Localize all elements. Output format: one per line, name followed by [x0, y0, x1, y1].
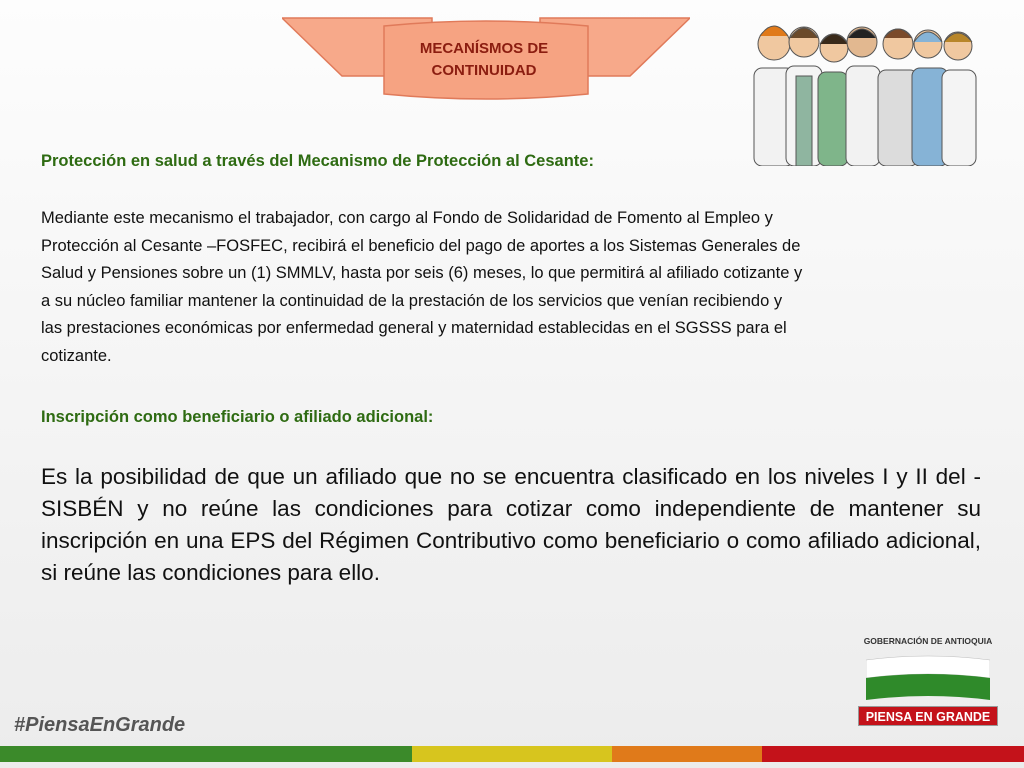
footer-stripe-orange — [612, 746, 762, 762]
section1-line: a su núcleo familiar mantener la continuidad de la prestación de los servicios que venían recibiendo y — [41, 291, 783, 310]
footer-stripe-green — [0, 746, 412, 762]
section1-body — [41, 205, 981, 370]
section2-body: Es la posibilidad de que un afiliado que no se encuentra clasificado en los niveles I y II del - SISBÉN y no reúne las condiciones para cotizar como independiente de mantener su inscripción en una EPS del Régimen Contributivo como beneficiario o como afiliado adicional, si reúne las condiciones para ello. — [41, 464, 981, 585]
section1-line: Mediante este mecanismo el trabajador, con cargo al Fondo de Solidaridad de Fomento al Empleo y — [41, 209, 773, 227]
footer-stripe-yellow — [412, 746, 612, 762]
antioquia-flag-icon — [866, 654, 990, 700]
section1-line: Salud y Pensiones sobre un (1) SMMLV, hasta por seis (6) meses, lo que permitirá al afiliado cotizante y — [41, 264, 803, 282]
slide-title — [384, 38, 584, 82]
section1-line: las prestaciones económicas por enfermedad general y maternidad establecidas en el SGSSS para el — [41, 319, 787, 337]
section1-heading: Protección en salud a través del Mecanismo de Protección al Cesante: — [41, 152, 594, 170]
slide-title-line2: CONTINUIDAD — [431, 62, 537, 79]
footer-stripe-red — [762, 746, 1024, 762]
medical-staff-illustration — [752, 8, 978, 166]
gobernacion-logo — [858, 636, 998, 728]
section1-line: Protección al Cesante –FOSFEC, recibirá el beneficio del pago de aportes a los Sistemas Generales de — [41, 236, 801, 255]
logo-slogan: PIENSA EN GRANDE — [858, 706, 998, 726]
hashtag-text: #PiensaEnGrande — [14, 714, 186, 736]
slide-title-line1: MECANÍSMOS DE — [419, 40, 549, 57]
section2-heading: Inscripción como beneficiario o afiliado adicional: — [41, 408, 434, 426]
section1-line: cotizante. — [41, 346, 112, 365]
logo-top-text: GOBERNACIÓN DE ANTIOQUIA — [863, 636, 993, 646]
